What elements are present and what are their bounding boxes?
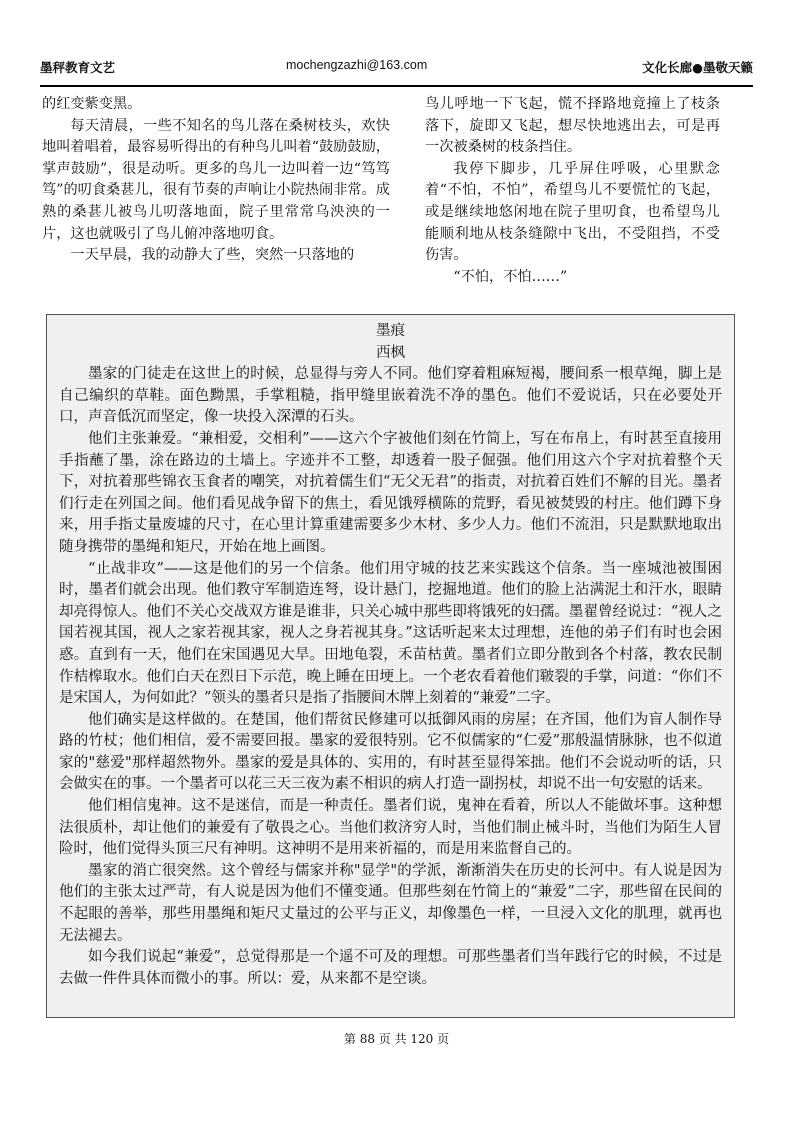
page-number: 第 88 页 共 120 页 (343, 1032, 450, 1046)
right-paragraph: 鸟儿呼地一下飞起，慌不择路地竟撞上了枝条落下，旋即又飞起，想尽快地逃出去，可是再一次被桑树的枝条挡住。 (425, 96, 720, 156)
article-paragraph: 他们主张兼爱。“兼相爱，交相利”——这六个字被他们刻在竹简上，写在布帛上，有时甚至直接用手指蘸了墨，涂在路边的土墙上。字迹并不工整，却透着一股子倔强。他们用这六个字对抗着整个天下，对抗着那些锦衣玉食者的嘲笑，对抗着儒生们“无父无君”的指责，对抗着百姓们不解的目光。墨者们行走在列国之间。他们看见战争留下的焦土，看见饿殍横陈的荒野，看见被焚毁的村庄。他们蹲下身来，用手指丈量废墟的尺寸，在心里计算重建需要多少木材、多少人力。他们不流泪，只是默默地取出随身携带的墨绳和矩尺，开始在地上画图。 (59, 430, 722, 555)
article-paragraph: 他们确实是这样做的。在楚国，他们帮贫民修建可以抵御风雨的房屋；在齐国，他们为盲人制作导路的竹杖；他们相信，爱不需要回报。墨家的爱很特别。它不似儒家的“仁爱”那般温情脉脉，也不似道家的"慈爱"那样超然物外。墨家的爱是具体的、实用的，有时甚至显得笨拙。他们不会说动听的话，只会做实在的事。一个墨者可以花三天三夜为素不相识的病人打造一副拐杖，却说不出一句安慰的话来。 (59, 711, 722, 793)
header-brand: 墨秤教育文艺 (40, 60, 116, 75)
header-section-title: 文化长廊●墨敬天籁 (642, 60, 753, 75)
left-column (42, 94, 390, 267)
left-paragraph: 每天清晨，一些不知名的鸟儿落在桑树枝头，欢快地叫着唱着，最容易听得出的有种鸟儿叫着“鼓励鼓励，掌声鼓励”，很是动听。更多的鸟儿一边叫着一边“笃笃笃”的叨食桑葚儿，很有节奏的声响让小院热闹非常。成熟的桑葚儿被鸟儿叨落地面，院子里常常乌泱泱的一片，这也就吸引了鸟儿俯冲落地叨食。 (42, 117, 390, 242)
left-paragraph: 的红变紫变黑。 (42, 96, 142, 112)
article-paragraph: 墨家的消亡很突然。这个曾经与儒家并称"显学"的学派，渐渐消失在历史的长河中。有人说是因为他们的主张太过严苛，有人说是因为他们不懂变通。但那些刻在竹简上的“兼爱”二字，那些留在民间的不起眼的善举，那些用墨绳和矩尺丈量过的公平与正义，却像墨色一样，一旦浸入文化的肌理，就再也无法褪去。 (59, 862, 722, 944)
header-divider (40, 85, 753, 87)
right-paragraph: “不怕，不怕……” (453, 268, 568, 285)
article-author: 西枫 (376, 344, 405, 361)
article-title: 墨痕 (376, 323, 405, 339)
article-paragraph: 他们相信鬼神。这不是迷信，而是一种责任。墨者们说，鬼神在看着，所以人不能做坏事。这种想法很质朴，却让他们的兼爱有了敬畏之心。当他们救济穷人时，当他们制止械斗时，当他们为陌生人冒险时，他们觉得头顶三尺有神明。这神明不是用来祈福的，而是用来监督自己的。 (59, 798, 722, 858)
article-paragraph: 墨家的门徒走在这世上的时候，总显得与旁人不同。他们穿着粗麻短褐，腰间系一根草绳，脚上是自己编织的草鞋。面色黝黑，手掌粗糙，指甲缝里嵌着洗不净的墨色。他们不爱说话，只在必要处开口，声音低沉而坚定，像一块投入深潭的石头。 (59, 366, 722, 426)
header-email: mochengzazhi@163.com (286, 58, 428, 72)
article-paragraph: “止战非攻”——这是他们的另一个信条。他们用守城的技艺来实践这个信条。当一座城池被围困时，墨者们就会出现。他们教守军制造连弩，设计悬门，挖掘地道。他们的脸上沾满泥土和汗水，眼睛却亮得惊人。他们不关心交战双方谁是谁非，只关心城中那些即将饿死的妇孺。墨翟曾经说过：“视人之国若视其国，视人之家若视其家，视人之身若视其身。”这话听起来太过理想，连他的弟子们有时也会困惑。直到有一天，他们在宋国遇见大旱。田地龟裂，禾苗枯黄。墨者们立即分散到各个村落，教农民制作桔槔取水。他们白天在烈日下示范，晚上睡在田埂上。一个老农看着他们皲裂的手掌，问道：“你们不是宋国人，为何如此？”领头的墨者只是指了指腰间木牌上刻着的“兼爱”二字。 (59, 560, 722, 707)
right-paragraph: 我停下脚步，几乎屏住呼吸，心里默念着“不怕，不怕”，希望鸟儿不要慌忙的飞起，或是继续地悠闲地在院子里叨食，也希望鸟儿能顺利地从枝条缝隙中飞出，不受阻挡，不受伤害。 (425, 160, 720, 264)
page-header (40, 58, 753, 78)
article-paragraph: 如今我们说起“兼爱”，总觉得那是一个遥不可及的理想。可那些墨者们当年践行它的时候，不过是去做一件件具体而微小的事。所以：爱，从来都不是空谈。 (59, 949, 722, 987)
article-box (46, 314, 735, 1018)
left-paragraph: 一天早晨，我的动静大了些，突然一只落地的 (70, 247, 355, 264)
right-column (425, 94, 720, 288)
